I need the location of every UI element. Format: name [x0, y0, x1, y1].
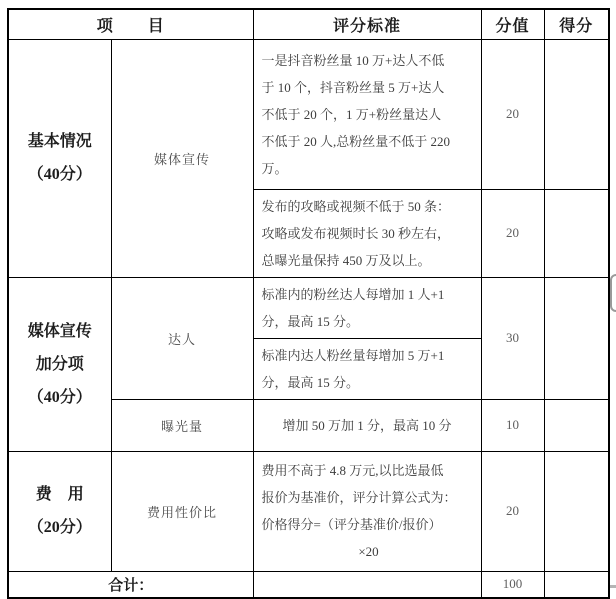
page-edge-bracket-artifact — [610, 274, 616, 312]
group-basic-info: 基本情况 （40分） — [8, 39, 111, 277]
header-score: 得分 — [544, 9, 609, 39]
score-cell-exposure — [544, 399, 609, 451]
sub-exposure: 曝光量 — [111, 399, 253, 451]
group-media-bonus: 媒体宣传 加分项 （40分） — [8, 277, 111, 451]
total-criteria-cell — [253, 571, 481, 598]
points-exposure: 10 — [481, 399, 544, 451]
criteria-fans: 一是抖音粉丝量 10 万+达人不低 于 10 个，抖音粉丝量 5 万+达人 不低于 20 个，1 万+粉丝量达人 不低于 20 人,总粉丝量不低于 220 万。 — [253, 39, 481, 189]
row-bonus-influencer-count — [8, 277, 609, 338]
criteria-posts: 发布的攻略或视频不低于 50 条： 攻略或发布视频时长 30 秒左右， 总曝光量保持 450 万及以上。 — [253, 189, 481, 277]
sub-media-promotion: 媒体宣传 — [111, 39, 253, 277]
total-label: 合计： — [8, 571, 253, 598]
row-cost — [8, 451, 609, 571]
criteria-influencer-fans: 标准内达人粉丝量每增加 5 万+1 分，最高 15 分。 — [253, 338, 481, 399]
header-points: 分值 — [481, 9, 544, 39]
row-total — [8, 571, 609, 598]
criteria-influencer-count: 标准内的粉丝达人每增加 1 人+1 分，最高 15 分。 — [253, 277, 481, 338]
sub-cost-performance: 费用性价比 — [111, 451, 253, 571]
scoring-criteria-table — [7, 8, 610, 599]
sub-influencer: 达人 — [111, 277, 253, 399]
score-cell-cost — [544, 451, 609, 571]
criteria-cost-formula: 费用不高于 4.8 万元,以比选最低 报价为基准价，评分计算公式为： 价格得分=（评分基准价/报价） ×20 — [253, 451, 481, 571]
points-cost: 20 — [481, 451, 544, 571]
row-basic-fans — [8, 39, 609, 189]
points-fans: 20 — [481, 39, 544, 189]
score-cell-influencer — [544, 277, 609, 399]
header-project: 项 目 — [8, 9, 253, 39]
points-posts: 20 — [481, 189, 544, 277]
criteria-exposure: 增加 50 万加 1 分，最高 10 分 — [253, 399, 481, 451]
group-cost: 费 用 （20分） — [8, 451, 111, 571]
points-influencer: 30 — [481, 277, 544, 399]
header-criteria: 评分标准 — [253, 9, 481, 39]
page-edge-dash-artifact — [610, 585, 616, 588]
total-points: 100 — [481, 571, 544, 598]
table-header-row — [8, 9, 609, 39]
total-score-cell — [544, 571, 609, 598]
score-cell-fans — [544, 39, 609, 189]
score-cell-posts — [544, 189, 609, 277]
